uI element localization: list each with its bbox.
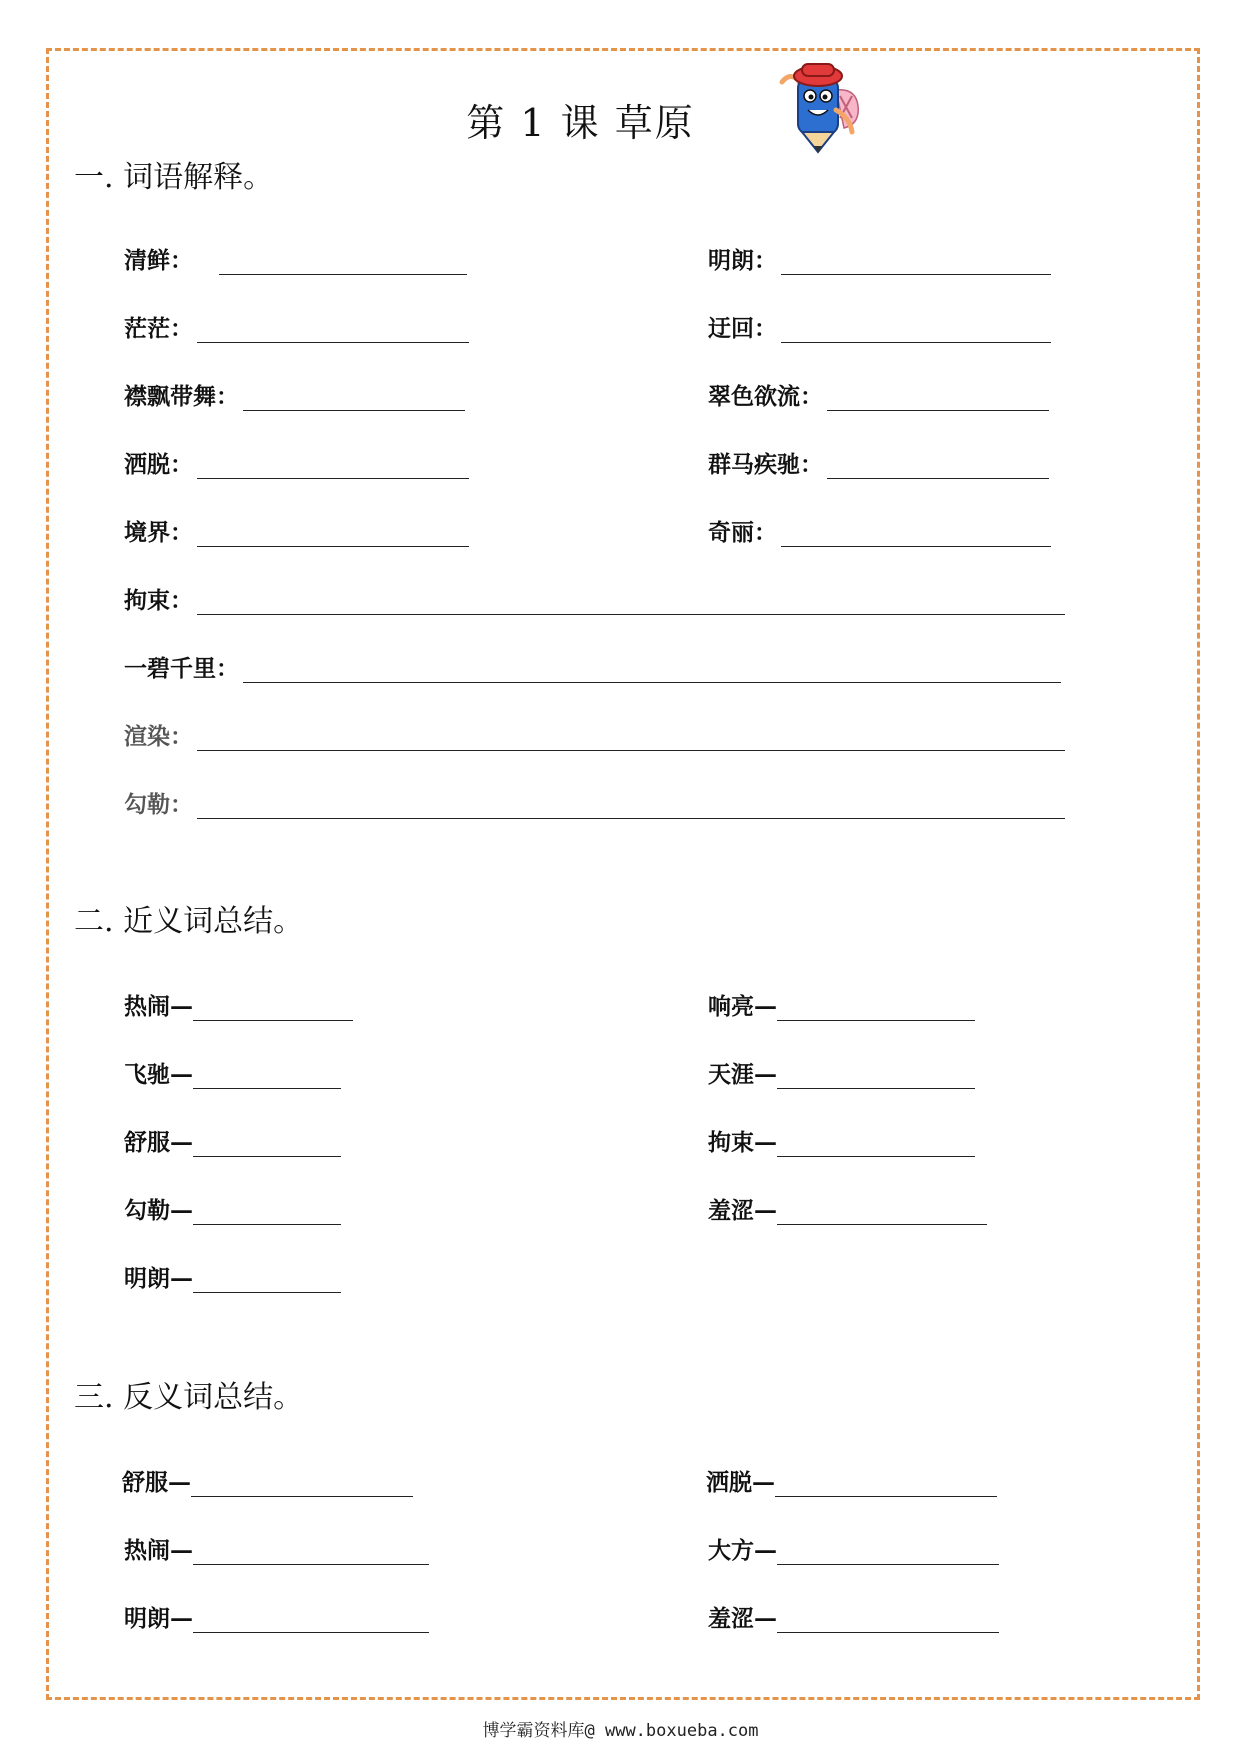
answer-line[interactable] <box>193 1608 429 1633</box>
page-border <box>46 48 1200 1700</box>
answer-line[interactable] <box>243 658 1061 683</box>
synonym-row <box>124 1056 341 1089</box>
term-label: 羞涩— <box>708 1197 777 1224</box>
term-label: 热闹— <box>124 1537 193 1564</box>
definition-row <box>124 310 469 343</box>
antonym-row <box>122 1464 413 1497</box>
term-label: 热闹— <box>124 993 193 1020</box>
definition-row <box>124 582 1065 615</box>
term-label: 响亮— <box>708 993 777 1020</box>
answer-line[interactable] <box>197 318 469 343</box>
term-label: 勾勒— <box>124 1197 193 1224</box>
definition-row <box>124 718 1065 751</box>
answer-line[interactable] <box>193 996 353 1021</box>
synonym-row <box>708 988 975 1021</box>
footer-watermark: 博学霸资料库@ www.boxueba.com <box>482 1721 759 1741</box>
term-label: 大方— <box>708 1537 777 1564</box>
term-label: 渲染： <box>124 723 193 750</box>
term-label: 洒脱： <box>124 451 193 478</box>
answer-line[interactable] <box>827 386 1049 411</box>
definition-row <box>124 786 1065 819</box>
term-label: 明朗— <box>124 1605 193 1632</box>
answer-line[interactable] <box>197 522 469 547</box>
term-label: 拘束— <box>708 1129 777 1156</box>
definition-row <box>124 242 467 275</box>
synonym-row <box>124 1192 341 1225</box>
synonym-row <box>124 1260 341 1293</box>
answer-line[interactable] <box>777 1064 975 1089</box>
answer-line[interactable] <box>197 454 469 479</box>
term-label: 舒服— <box>124 1129 193 1156</box>
answer-line[interactable] <box>193 1132 341 1157</box>
synonym-row <box>124 988 353 1021</box>
answer-line[interactable] <box>781 318 1051 343</box>
term-label: 天涯— <box>708 1061 777 1088</box>
definition-row <box>124 446 469 479</box>
page-title: 第 1 课 草原 <box>466 101 695 145</box>
antonym-row <box>708 1600 999 1633</box>
term-label: 羞涩— <box>708 1605 777 1632</box>
antonym-row <box>124 1600 429 1633</box>
answer-line[interactable] <box>191 1472 413 1497</box>
synonym-row <box>124 1124 341 1157</box>
section-heading-definitions: 一. 词语解释。 <box>74 160 274 195</box>
term-label: 明朗： <box>708 247 777 274</box>
answer-line[interactable] <box>777 1200 987 1225</box>
antonym-row <box>708 1532 999 1565</box>
answer-line[interactable] <box>781 250 1051 275</box>
section-heading-antonyms: 三. 反义词总结。 <box>74 1380 304 1415</box>
answer-line[interactable] <box>243 386 465 411</box>
answer-line[interactable] <box>219 250 467 275</box>
definition-row <box>124 650 1061 683</box>
term-label: 拘束： <box>124 587 193 614</box>
answer-line[interactable] <box>197 794 1065 819</box>
definition-row <box>708 310 1051 343</box>
term-label: 翠色欲流： <box>708 383 823 410</box>
definition-row <box>708 514 1051 547</box>
synonym-row <box>708 1192 987 1225</box>
term-label: 舒服— <box>122 1469 191 1496</box>
antonym-row <box>124 1532 429 1565</box>
term-label: 明朗— <box>124 1265 193 1292</box>
term-label: 一碧千里： <box>124 655 239 682</box>
answer-line[interactable] <box>197 590 1065 615</box>
answer-line[interactable] <box>777 1608 999 1633</box>
answer-line[interactable] <box>193 1064 341 1089</box>
term-label: 襟飘带舞： <box>124 383 239 410</box>
term-label: 奇丽： <box>708 519 777 546</box>
definition-row <box>708 446 1049 479</box>
answer-line[interactable] <box>777 996 975 1021</box>
answer-line[interactable] <box>827 454 1049 479</box>
answer-line[interactable] <box>197 726 1065 751</box>
answer-line[interactable] <box>193 1200 341 1225</box>
section-heading-synonyms: 二. 近义词总结。 <box>74 904 304 939</box>
definition-row <box>708 242 1051 275</box>
answer-line[interactable] <box>777 1132 975 1157</box>
answer-line[interactable] <box>193 1540 429 1565</box>
pencil-mascot-icon <box>778 60 868 156</box>
definition-row <box>708 378 1049 411</box>
term-label: 迂回： <box>708 315 777 342</box>
answer-line[interactable] <box>781 522 1051 547</box>
synonym-row <box>708 1124 975 1157</box>
answer-line[interactable] <box>193 1268 341 1293</box>
answer-line[interactable] <box>777 1540 999 1565</box>
term-label: 洒脱— <box>706 1469 775 1496</box>
term-label: 茫茫： <box>124 315 193 342</box>
synonym-row <box>708 1056 975 1089</box>
term-label: 群马疾驰： <box>708 451 823 478</box>
antonym-row <box>706 1464 997 1497</box>
definition-row <box>124 378 465 411</box>
term-label: 飞驰— <box>124 1061 193 1088</box>
term-label: 清鲜： <box>124 247 193 274</box>
definition-row <box>124 514 469 547</box>
term-label: 境界： <box>124 519 193 546</box>
term-label: 勾勒： <box>124 791 193 818</box>
answer-line[interactable] <box>775 1472 997 1497</box>
